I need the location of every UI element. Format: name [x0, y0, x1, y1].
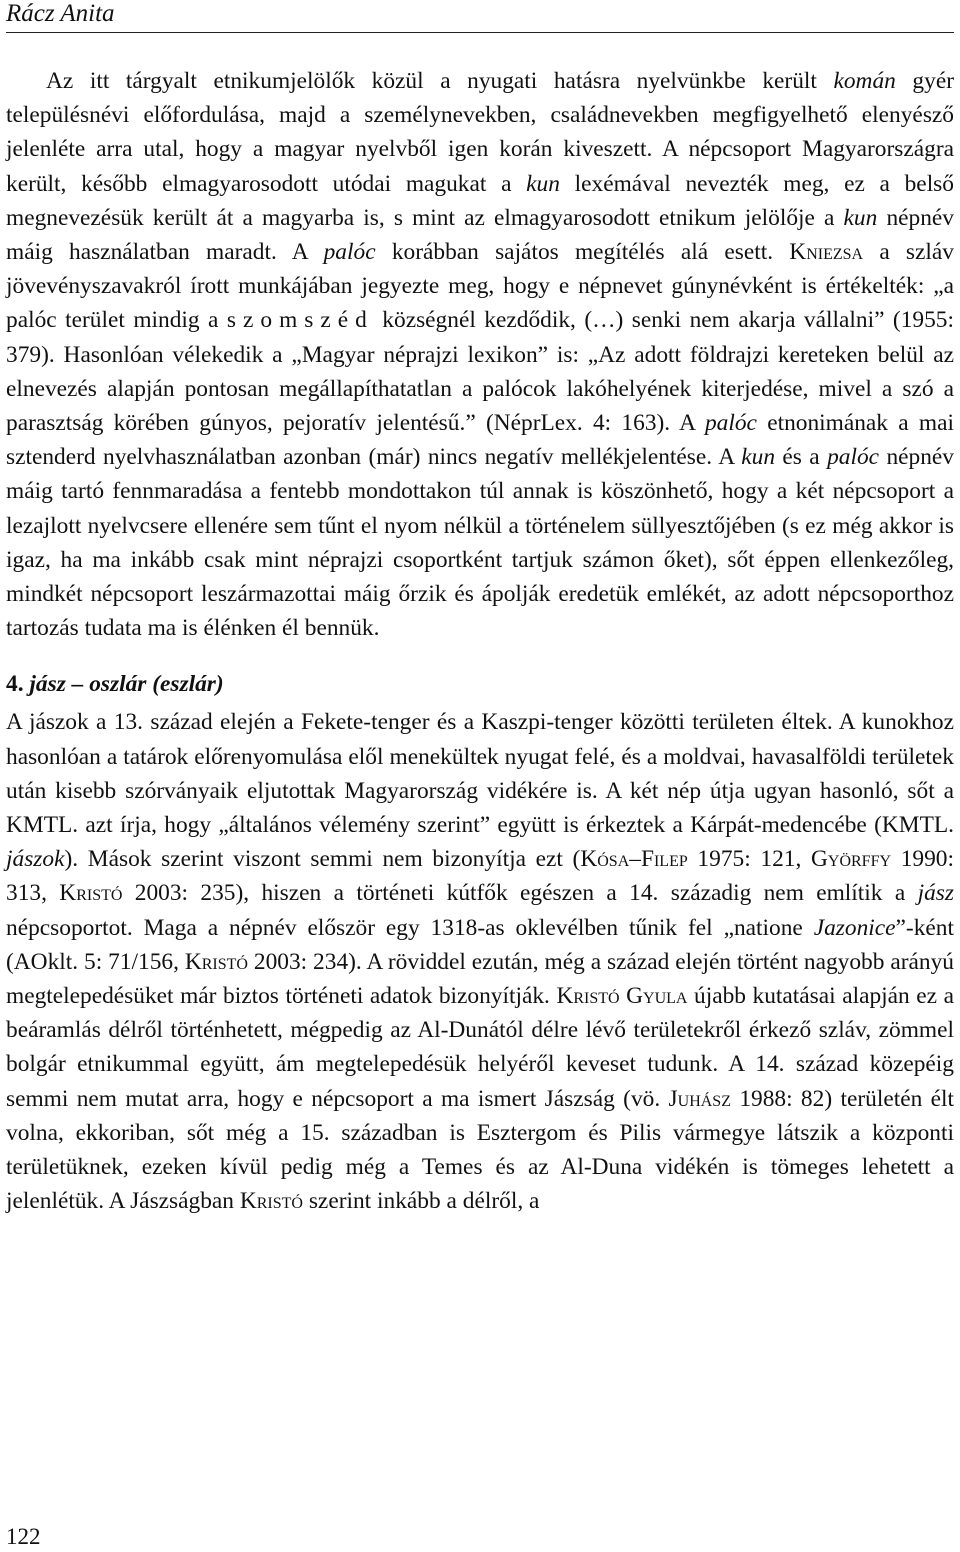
italic-term: kun	[843, 204, 878, 231]
author-citation: Kristó	[59, 880, 123, 907]
author-citation: Kósa–Filep	[580, 846, 688, 873]
text-run: 2003: 235), hiszen a történeti kútfők egészen a 14. századig nem említik a	[122, 880, 918, 907]
text-run: 1975: 121,	[687, 846, 811, 873]
text-run: népcsoportot. Maga a népnév először egy 1318-as oklevélben tűnik fel „natione	[6, 914, 814, 941]
text-run: 1988: 82) területén élt volna, ekkoriban, sőt még a 15. században is Esztergom és Pilis vármegye látszik a központi területüknek, ezeken kívül pedig még a Temes és az Al-Duna vidékén is tömeges lehetett a jelenlétük. A Jászságban	[6, 1085, 954, 1215]
italic-term: komán	[833, 68, 896, 94]
text-run: etnonimának a mai sztenderd nyelvhasználatban azonban (már) nincs negatív mellékjelentése. A	[6, 410, 954, 471]
text-run: ”-ként (AOklt. 5: 71/156,	[6, 914, 954, 975]
italic-term: palóc	[704, 410, 757, 437]
spaced-term: szomszéd	[226, 307, 374, 334]
text-run: szerint inkább a délről, a	[302, 1188, 540, 1215]
paragraph-1	[6, 64, 954, 645]
page-number: 122	[6, 1524, 41, 1549]
author-citation: Györffy	[811, 846, 892, 873]
author-citation: Kristó	[239, 1188, 303, 1215]
italic-term: palóc	[827, 444, 880, 471]
text-run: gyér településnévi előfordulása, majd a személynevekben, családnevekben megfigyelhető elenyésző jelenléte arra utal, hogy a magyar nyelvből igen korán kiveszett. A népcsoport Magyarországra került, később elmagyarosodott utódai magukat a	[6, 68, 954, 197]
italic-term: Jazonice	[813, 914, 896, 941]
text-run: népnév máig tartó fennmaradása a fentebb mondottakon túl annak is köszönhető, hogy a két népcsoport a lezajlott nyelvcsere ellenére sem tűnt el nyom nélkül a történelem süllyesztőjében (s ez még akkor is igaz, ha ma inkább csak mint néprajzi csoportként tartjuk számon őket), sőt éppen ellenkezőleg, mindkét népcsoport leszármazottai máig őrzik és ápolják eredetük emlékét, az adott népcsoporthoz tartozás tudata ma is élénken él bennük.	[6, 444, 954, 642]
text-run: népnév máig használatban maradt. A	[6, 204, 954, 266]
text-run: Az itt tárgyalt etnikumjelölők közül a nyugati hatásra nyelvünkbe került	[46, 68, 834, 94]
author-citation: Juhász	[668, 1085, 731, 1112]
italic-term: kun	[526, 170, 560, 197]
text-run: A jászok a 13. század elején a Fekete-tenger és a Kaszpi-tenger közötti területen éltek. A kunokhoz hasonlóan a tatárok előrenyomulása elől menekültek nyugat felé, és a moldvai, havasalföldi területek után kisebb szórványaik eljutottak Magyarország vidékére is. A két nép útja ugyan hasonló, sőt a KMTL. azt írja, hogy „általános vélemény szerint” együtt is érkeztek a Kárpát-medencébe (KMTL.	[6, 709, 954, 839]
text-run: ). Mások szerint viszont semmi nem bizonyítja ezt (	[64, 846, 581, 873]
italic-term: jász	[917, 880, 954, 907]
text-run: 1990: 313,	[6, 846, 954, 907]
running-head	[6, 0, 954, 33]
text-run: és a	[775, 444, 828, 471]
text-run: 2003: 234). A röviddel ezután, még a század elején történt nagyobb arányú megtelepedésüket már biztos történeti adatok bizonyítják.	[6, 948, 954, 1010]
section-heading	[6, 667, 954, 701]
author-name: Rácz Anita	[6, 0, 115, 27]
italic-term: palóc	[323, 239, 376, 266]
italic-term: kun	[741, 444, 776, 471]
text-run: lexémával nevezték meg, ez a belső megnevezésük került át a magyarba is, s mint az elmagyarosodott etnikum jelölője a	[6, 170, 954, 231]
text-run: a szláv jövevényszavakról írott munkájában jegyezte meg, hogy e népnevet gúnynévként is értékelték: „a palóc terület mindig a	[6, 239, 954, 334]
text-run: újabb kutatásai alapján ez a beáramlás délről történhetett, mégpedig az Al-Dunától délre lévő területekről érkező szláv, zömmel bolgár etnikummal együtt, ám megtelepedésük helyéről keveset tudunk. A 14. század közepéig semmi nem mutat arra, hogy e népcsoport a ma ismert Jászság (vö.	[6, 983, 954, 1112]
italic-term: jászok	[6, 846, 65, 873]
author-citation: Kniezsa	[789, 239, 864, 266]
section-title: jász – oszlár (eszlár)	[29, 671, 224, 698]
text-run: korábban sajátos megítélés alá esett.	[375, 239, 790, 266]
paragraph-2	[6, 705, 954, 1218]
body-text	[6, 64, 954, 1219]
author-citation: Kristó Gyula	[556, 983, 688, 1010]
author-citation: Kristó	[184, 948, 248, 975]
text-run: községnél kezdődik, (…) senki nem akarja vállalni” (1955: 379). Hasonlóan vélekedik a „Magyar néprajzi lexikon” is: „Az adott földrajzi kereteken belül az elnevezés alapján pontosan megállapíthatatlan a palócok lakóhelyének kiterjedése, mivel a szó a parasztság körében gúnyos, pejoratív jelentésű.” (NéprLex. 4: 163). A	[6, 307, 954, 437]
section-number: 4.	[6, 671, 24, 698]
